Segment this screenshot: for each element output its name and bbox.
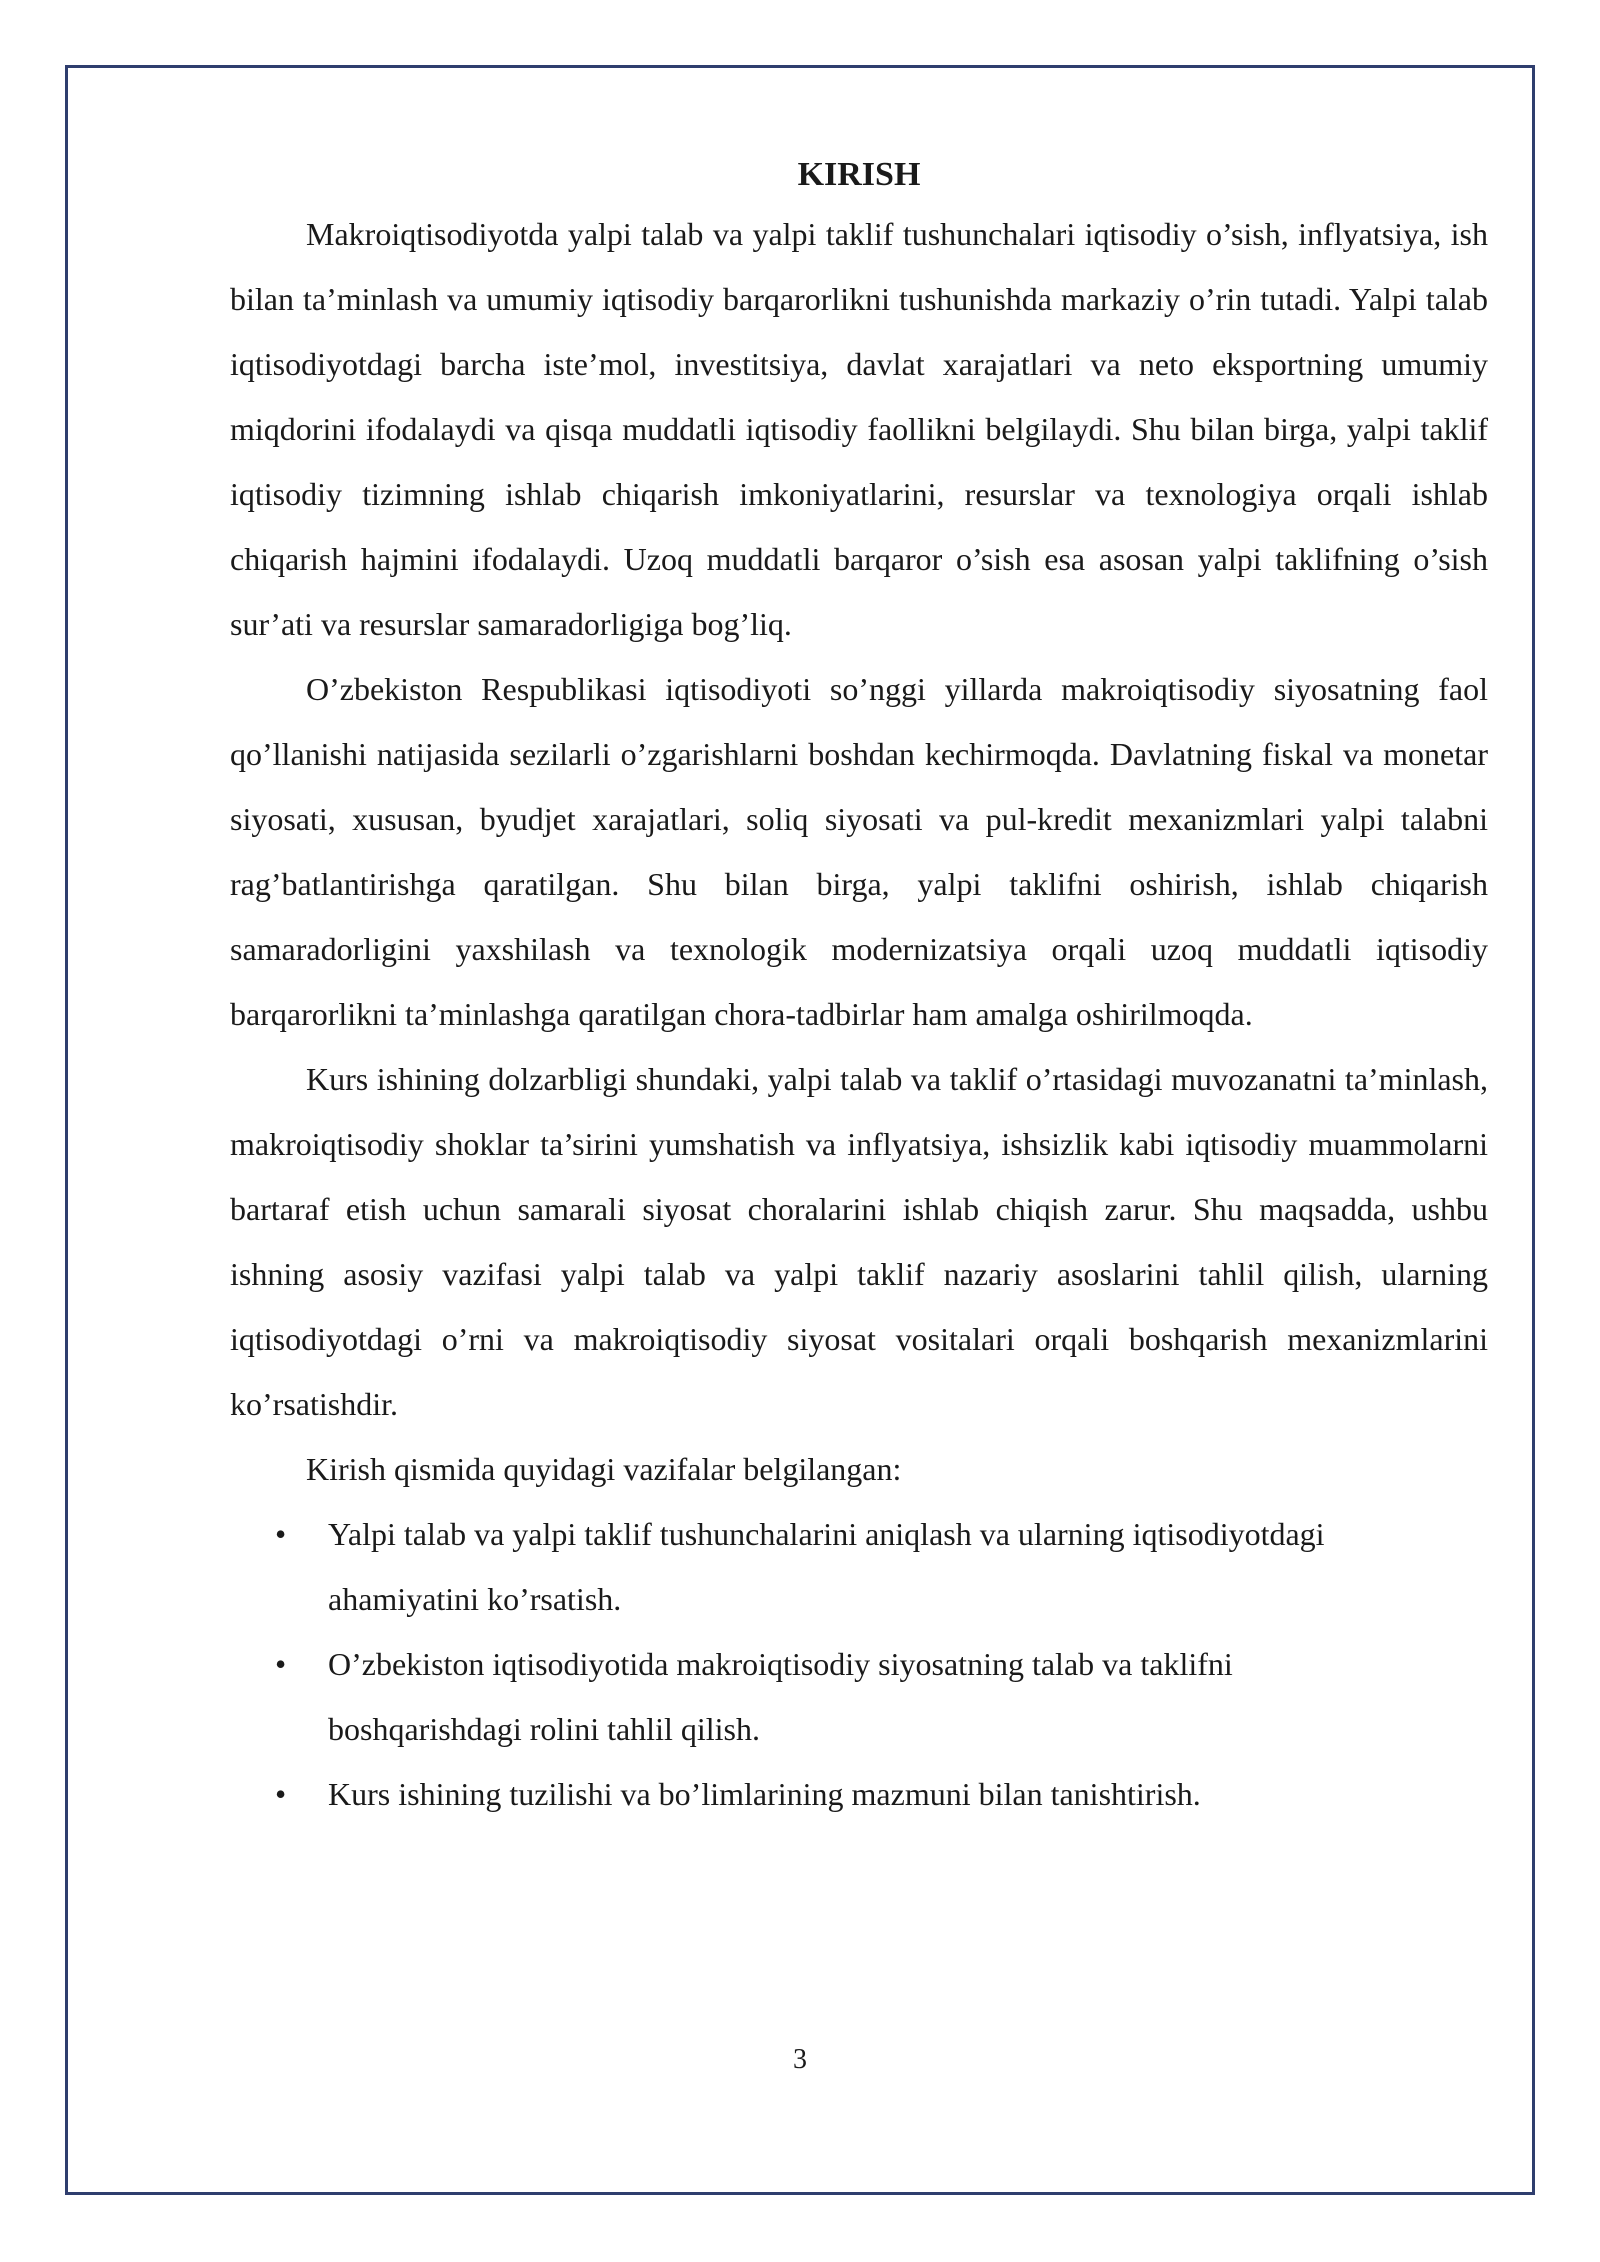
paragraph-3: Kurs ishining dolzarbligi shundaki, yalpi talab va taklif o’rtasidagi muvozanatni ta’minlash, makroiqtisodiy shoklar ta’sirini yumshatish va inflyatsiya, ishsizlik kabi iqtisodiy muammolarni bartaraf etish uchun samarali siyosat choralarini ishlab chiqish zarur. Shu maqsadda, ushbu ishning asosiy vazifasi yalpi talab va yalpi taklif nazariy asoslarini tahlil qilish, ularning iqtisodiyotdagi o’rni va makroiqtisodiy siyosat vositalari orqali boshqarish mexanizmlarini ko’rsatishdir.: [230, 1061, 1488, 1422]
page-number: 3: [793, 2044, 807, 2075]
task-list: [230, 1502, 1488, 1827]
task-text: O’zbekiston iqtisodiyotida makroiqtisodiy siyosatning talab va taklifni boshqarishdagi rolini tahlil qilish.: [328, 1646, 1233, 1747]
task-text: Yalpi talab va yalpi taklif tushunchalarini aniqlash va ularning iqtisodiyotdagi ahamiyatini ko’rsatish.: [328, 1516, 1325, 1617]
tasks-intro: Kirish qismida quyidagi vazifalar belgilangan:: [306, 1451, 902, 1487]
page-content: [230, 150, 1488, 1827]
bullet-icon: •: [275, 1646, 287, 1682]
paragraph-1: Makroiqtisodiyotda yalpi talab va yalpi taklif tushunchalari iqtisodiy o’sish, inflyatsiya, ish bilan ta’minlash va umumiy iqtisodiy barqarorlikni tushunishda markaziy o’rin tutadi. Yalpi talab iqtisodiyotdagi barcha iste’mol, investitsiya, davlat xarajatlari va neto eksportning umumiy miqdorini ifodalaydi va qisqa muddatli iqtisodiy faollikni belgilaydi. Shu bilan birga, yalpi taklif iqtisodiy tizimning ishlab chiqarish imkoniyatlarini, resurslar va texnologiya orqali ishlab chiqarish hajmini ifodalaydi. Uzoq muddatli barqaror o’sish esa asosan yalpi taklifning o’sish sur’ati va resurslar samaradorligiga bog’liq.: [230, 216, 1488, 642]
bullet-icon: •: [275, 1776, 287, 1812]
paragraph-2: O’zbekiston Respublikasi iqtisodiyoti so’nggi yillarda makroiqtisodiy siyosatning faol qo’llanishi natijasida sezilarli o’zgarishlarni boshdan kechirmoqda. Davlatning fiskal va monetar siyosati, xususan, byudjet xarajatlari, soliq siyosati va pul-kredit mexanizmlari yalpi talabni rag’batlantirishga qaratilgan. Shu bilan birga, yalpi taklifni oshirish, ishlab chiqarish samaradorligini yaxshilash va texnologik modernizatsiya orqali uzoq muddatli iqtisodiy barqarorlikni ta’minlashga qaratilgan chora-tadbirlar ham amalga oshirilmoqda.: [230, 671, 1488, 1032]
list-item: [230, 1502, 1400, 1632]
list-item: [230, 1762, 1400, 1827]
bullet-icon: •: [275, 1516, 287, 1552]
list-item: [230, 1632, 1400, 1762]
task-text: Kurs ishining tuzilishi va bo’limlarining mazmuni bilan tanishtirish.: [328, 1776, 1201, 1812]
section-heading: KIRISH: [797, 156, 921, 193]
